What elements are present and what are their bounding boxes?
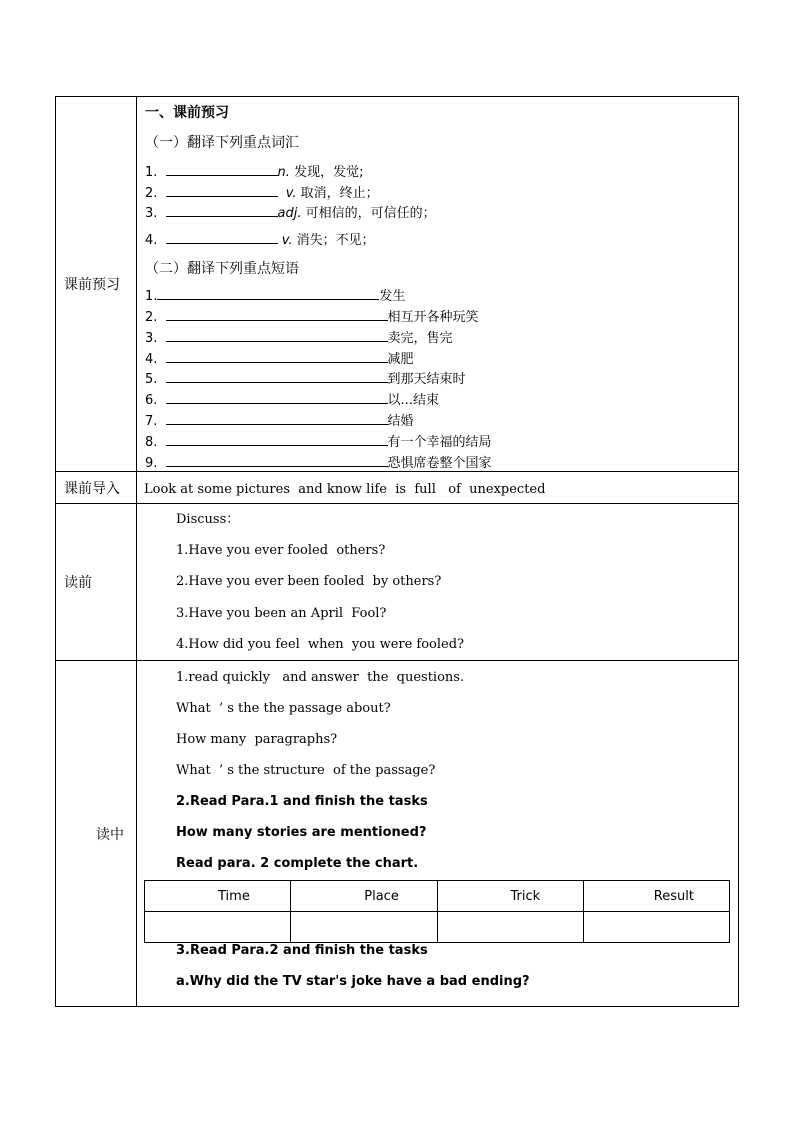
blank-line[interactable] (166, 370, 388, 383)
blank-line[interactable] (166, 184, 278, 197)
vocab-item: 4. v. 消失；不见； (145, 233, 375, 248)
blank-line[interactable] (166, 163, 278, 176)
phrase-item: 6. 以...结束 (145, 393, 439, 408)
row-while-reading (56, 661, 739, 1007)
chart-header-result: Result (583, 881, 729, 912)
phrases-heading: （二）翻译下列重点短语 (145, 261, 299, 277)
chart-cell-trick[interactable] (437, 912, 583, 943)
discuss-label: Discuss： (176, 512, 240, 527)
phrase-item: 9. 恐惧席卷整个国家 (145, 456, 492, 471)
row-lead-in (56, 472, 739, 504)
section-title: 一、课前预习 (145, 105, 229, 121)
chart-header-trick: Trick (437, 881, 583, 912)
question: a.Why did the TV star's joke have a bad ending? (176, 974, 530, 989)
lead-in-content (137, 472, 739, 504)
phrase-item: 2. 相互开各种玩笑 (145, 310, 479, 325)
blank-line[interactable] (166, 391, 388, 404)
task2-instruction: 2.Read Para.1 and finish the tasks (176, 794, 428, 809)
while-reading-content (137, 661, 739, 1007)
phrase-item: 3. 卖完，售完 (145, 331, 453, 346)
task3-instruction: 3.Read Para.2 and finish the tasks (176, 943, 428, 958)
trick-chart (144, 880, 730, 943)
vocab-item: 1. n. 发现，发觉; (145, 165, 364, 180)
blank-line[interactable] (166, 433, 388, 446)
vocab-heading: （一）翻译下列重点词汇 (145, 135, 299, 151)
phrase-item: 5. 到那天结束时 (145, 372, 466, 387)
phrase-item: 7. 结婚 (145, 414, 414, 429)
phrase-item: 4. 减肥 (145, 352, 414, 367)
discuss-question: 1.Have you ever fooled others? (176, 543, 386, 558)
row-label-while-reading: 读中 (56, 661, 137, 1007)
chart-cell-time[interactable] (145, 912, 291, 943)
chart-answer-row (145, 912, 730, 943)
pre-reading-content (137, 504, 739, 661)
question: What ’ s the the passage about? (176, 701, 391, 716)
blank-line[interactable] (157, 287, 379, 300)
question: How many paragraphs? (176, 732, 338, 747)
vocab-item: 3. adj. 可相信的，可信任的； (145, 206, 436, 221)
question: What ’ s the structure of the passage? (176, 763, 436, 778)
blank-line[interactable] (166, 329, 388, 342)
phrase-item: 1. 发生 (145, 289, 406, 304)
lesson-plan-table (55, 96, 739, 1007)
chart-instruction: Read para. 2 complete the chart. (176, 856, 419, 871)
row-pre-reading (56, 504, 739, 661)
task1-instruction: 1.read quickly and answer the questions. (176, 670, 465, 685)
question: How many stories are mentioned? (176, 825, 427, 840)
blank-line[interactable] (166, 350, 388, 363)
discuss-question: 3.Have you been an April Fool? (176, 606, 387, 621)
blank-line[interactable] (166, 308, 388, 321)
preview-content (137, 97, 739, 472)
discuss-question: 4.How did you feel when you were fooled? (176, 637, 465, 652)
blank-line[interactable] (166, 412, 388, 425)
row-preview (56, 97, 739, 472)
chart-cell-place[interactable] (291, 912, 437, 943)
chart-cell-result[interactable] (583, 912, 729, 943)
row-label-preview: 课前预习 (56, 97, 137, 472)
chart-header-row (145, 881, 730, 912)
row-label-pre-reading: 读前 (56, 504, 137, 661)
row-label-lead-in: 课前导入 (56, 472, 137, 504)
phrase-item: 8. 有一个幸福的结局 (145, 435, 492, 450)
chart-header-time: Time (145, 881, 291, 912)
blank-line[interactable] (166, 231, 278, 244)
blank-line[interactable] (166, 454, 388, 467)
vocab-item: 2. v. 取消，终止； (145, 186, 379, 201)
lead-in-text: Look at some pictures and know life is full of unexpected (144, 482, 546, 497)
chart-header-place: Place (291, 881, 437, 912)
blank-line[interactable] (166, 204, 278, 217)
discuss-question: 2.Have you ever been fooled by others? (176, 574, 442, 589)
